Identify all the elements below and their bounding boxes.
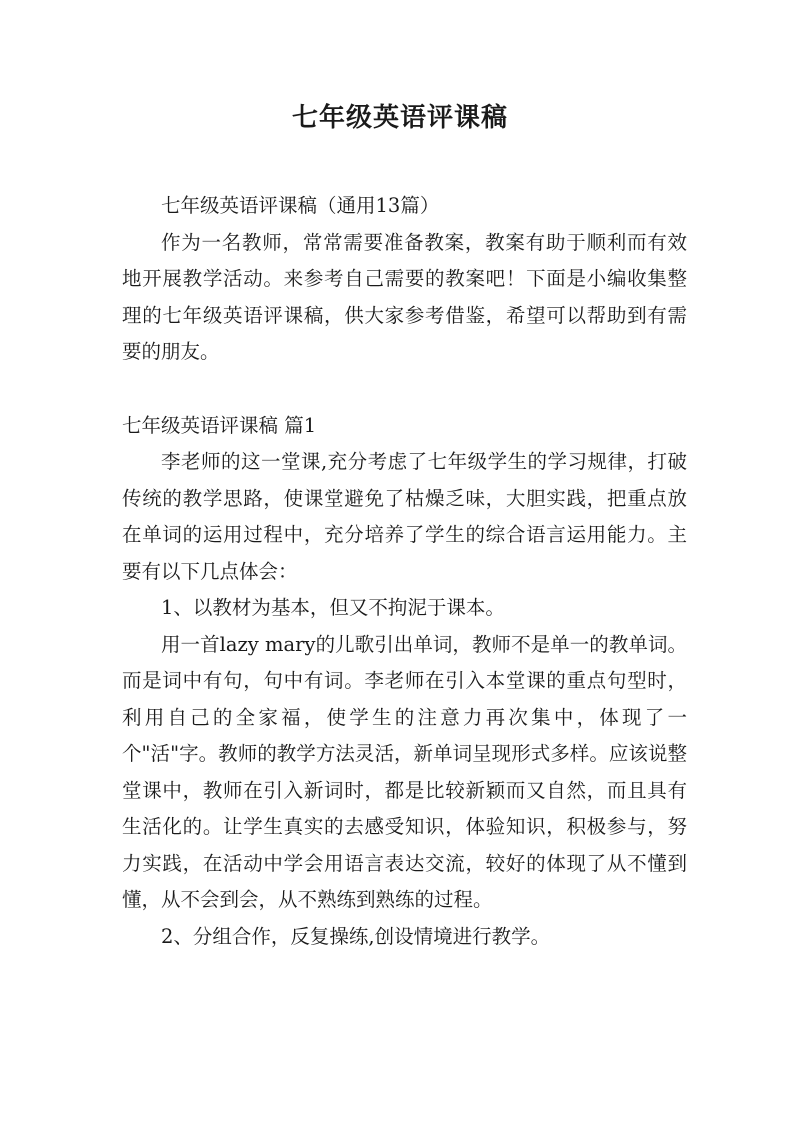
intro-paragraph: 作为一名教师，常常需要准备教案，教案有助于顺利而有效地开展教学活动。来参考自己需要的教案吧！下面是小编收集整理的七年级英语评课稿，供大家参考借鉴，希望可以帮助到有需要的朋友。 — [122, 230, 687, 363]
section-heading: 七年级英语评课稿 篇1 — [122, 413, 317, 437]
paragraph-gap — [122, 371, 687, 408]
document-body — [122, 188, 687, 955]
body-paragraph: 用一首lazy mary的儿歌引出单词，教师不是单一的教单词。而是词中有句，句中有词。李老师在引入本堂课的重点句型时，利用自己的全家福，使学生的注意力再次集中，体现了一个"活"字。教师的教学方法灵活，新单词呈现形式多样。应该说整堂课中，教师在引入新词时，都是比较新颖而又自然，而且具有生活化的。让学生真实的去感受知识，体验知识，积极参与，努力实践，在活动中学会用语言表达交流，较好的体现了从不懂到懂，从不会到会，从不熟练到熟练的过程。 — [122, 632, 687, 911]
body-paragraph: 李老师的这一堂课,充分考虑了七年级学生的学习规律，打破传统的教学思路，使课堂避免了枯燥乏味，大胆实践，把重点放在单词的运用过程中，充分培养了学生的综合语言运用能力。主要有以下几点体会： — [122, 450, 687, 583]
body-paragraph: 1、以教材为基本，但又不拘泥于课本。 — [161, 596, 505, 619]
document-subtitle: 七年级英语评课稿（通用13篇） — [161, 194, 440, 217]
document-title: 七年级英语评课稿 — [291, 103, 508, 133]
body-paragraph: 2、分组合作，反复操练,创设情境进行教学。 — [161, 924, 551, 948]
